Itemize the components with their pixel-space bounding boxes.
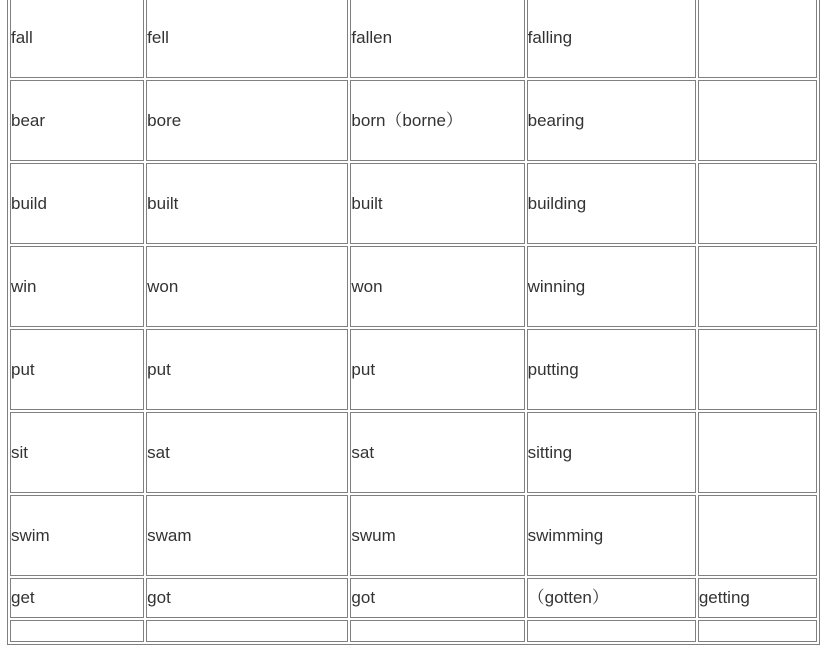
verb-forms-table <box>7 0 820 645</box>
past-participle-cell: built <box>350 163 524 244</box>
base-form-cell: get <box>10 578 144 618</box>
past-tense-cell: built <box>146 163 348 244</box>
present-participle-cell: putting <box>527 329 696 410</box>
present-participle-cell: bearing <box>527 80 696 161</box>
table-row <box>10 80 817 161</box>
extra-cell <box>698 0 817 78</box>
table-row <box>10 412 817 493</box>
base-form-cell: swim <box>10 495 144 576</box>
table-row <box>10 163 817 244</box>
verb-forms-table-container <box>7 0 820 645</box>
extra-cell: getting <box>698 578 817 618</box>
table-cell <box>146 620 348 642</box>
extra-cell <box>698 246 817 327</box>
table-row <box>10 246 817 327</box>
present-participle-cell: swimming <box>527 495 696 576</box>
table-cell <box>527 620 696 642</box>
table-cell <box>698 620 817 642</box>
table-row <box>10 620 817 642</box>
past-tense-cell: won <box>146 246 348 327</box>
past-participle-cell: sat <box>350 412 524 493</box>
base-form-cell: put <box>10 329 144 410</box>
table-cell <box>350 620 524 642</box>
extra-cell <box>698 163 817 244</box>
table-row <box>10 495 817 576</box>
past-tense-cell: got <box>146 578 348 618</box>
table-row <box>10 0 817 78</box>
base-form-cell: win <box>10 246 144 327</box>
table-row <box>10 329 817 410</box>
present-participle-cell: falling <box>527 0 696 78</box>
extra-cell <box>698 329 817 410</box>
past-participle-cell: born（borne） <box>350 80 524 161</box>
past-tense-cell: swam <box>146 495 348 576</box>
past-participle-cell: got <box>350 578 524 618</box>
table-row <box>10 578 817 618</box>
past-tense-cell: put <box>146 329 348 410</box>
past-tense-cell: sat <box>146 412 348 493</box>
past-participle-cell: won <box>350 246 524 327</box>
table-cell <box>10 620 144 642</box>
extra-cell <box>698 412 817 493</box>
past-participle-cell: swum <box>350 495 524 576</box>
present-participle-cell: （gotten） <box>527 578 696 618</box>
past-participle-cell: put <box>350 329 524 410</box>
present-participle-cell: winning <box>527 246 696 327</box>
past-tense-cell: bore <box>146 80 348 161</box>
base-form-cell: sit <box>10 412 144 493</box>
present-participle-cell: sitting <box>527 412 696 493</box>
past-tense-cell: fell <box>146 0 348 78</box>
extra-cell <box>698 495 817 576</box>
base-form-cell: fall <box>10 0 144 78</box>
past-participle-cell: fallen <box>350 0 524 78</box>
present-participle-cell: building <box>527 163 696 244</box>
base-form-cell: build <box>10 163 144 244</box>
extra-cell <box>698 80 817 161</box>
base-form-cell: bear <box>10 80 144 161</box>
